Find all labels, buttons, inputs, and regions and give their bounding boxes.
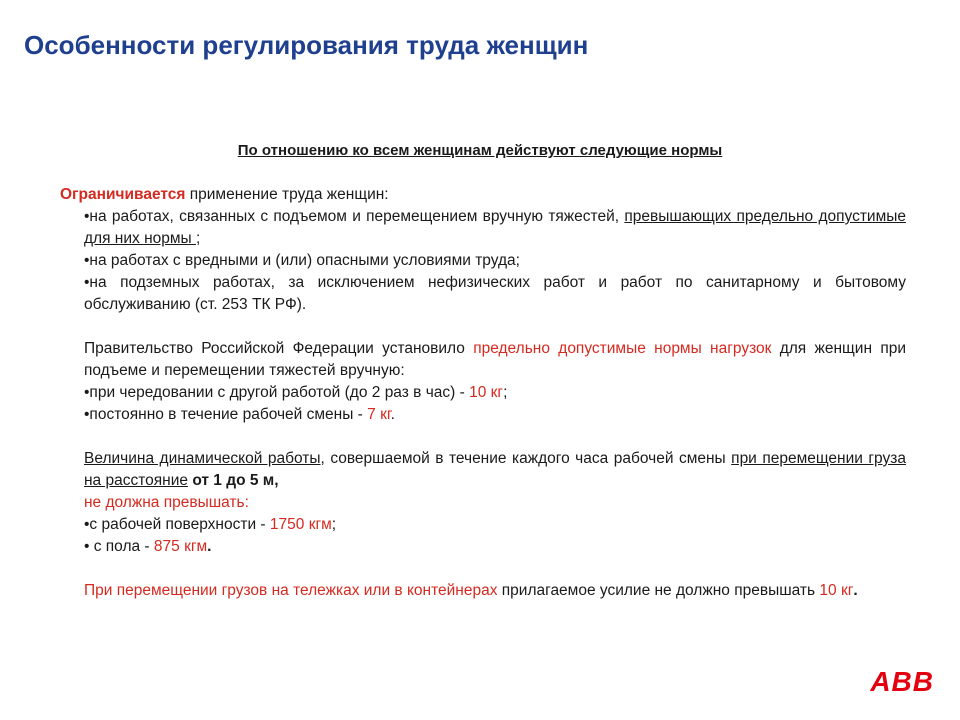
slide-body xyxy=(60,184,906,602)
government-paragraph xyxy=(60,338,906,382)
dynamic-paragraph xyxy=(60,448,906,492)
carts-value: 10 кг xyxy=(819,582,854,599)
government-bullet-2-text: •постоянно в течение рабочей смены - xyxy=(84,406,368,423)
dynamic-comma: , xyxy=(274,472,279,489)
government-red: предельно допустимые нормы нагрузок xyxy=(473,340,772,357)
government-rest: для женщин при подъеме и перемещении тяжестей вручную: xyxy=(84,340,906,379)
dynamic-limit: не должна превышать: xyxy=(84,494,249,511)
restriction-bullet-1-underline: превышающих предельно допустимые для них нормы xyxy=(84,208,906,247)
restriction-bullet-1-end: ; xyxy=(195,230,201,247)
government-bullet-2-end: . xyxy=(390,406,395,423)
dynamic-underline-2: при перемещении груза на расстояние xyxy=(84,450,906,489)
dynamic-bullet-2-end: . xyxy=(207,538,212,555)
government-bullet-1-value: 10 кг xyxy=(469,384,504,401)
carts-end: . xyxy=(853,582,858,599)
slide-title: Особенности регулирования труда женщин xyxy=(24,30,589,60)
slide-subtitle: По отношению ко всем женщинам действуют следующие нормы xyxy=(237,142,723,159)
dynamic-bullet-1-end: ; xyxy=(331,516,337,533)
restriction-bullet-3: •на подземных работах, за исключением нефизических работ и работ по санитарному и бытовому обслуживанию (ст. 253 ТК РФ). xyxy=(84,274,906,313)
dynamic-bullet-1-text: •с рабочей поверхности - xyxy=(84,516,270,533)
dynamic-bullet-1-value: 1750 кгм xyxy=(269,516,332,533)
restriction-lead: Ограничивается xyxy=(60,186,186,203)
government-bullet-2 xyxy=(60,404,906,426)
dynamic-distance: от 1 до 5 м xyxy=(188,472,275,489)
dynamic-bullet-2-text: • с пола - xyxy=(84,538,154,555)
government-bullet-2-value: 7 кг xyxy=(367,406,391,423)
dynamic-bullet-2 xyxy=(60,536,906,558)
government-bullet-1-text: •при чередовании с другой работой (до 2 раз в час) - xyxy=(84,384,470,401)
abb-logo: ABB xyxy=(870,666,934,697)
government-lead: Правительство Российской Федерации установило xyxy=(84,340,474,357)
restriction-rest: применение труда женщин: xyxy=(185,186,389,203)
restriction-bullet-1 xyxy=(60,206,906,250)
dynamic-bullet-1 xyxy=(60,514,906,536)
dynamic-bullet-2-value: 875 кгм xyxy=(153,538,208,555)
carts-red: При перемещении грузов на тележках или в контейнерах xyxy=(84,582,498,599)
carts-rest: прилагаемое усилие не должно превышать xyxy=(497,582,820,599)
restriction-paragraph xyxy=(60,184,906,206)
restriction-bullet-1-text: •на работах, связанных с подъемом и перемещением вручную тяжестей, xyxy=(84,208,625,225)
restriction-bullet-2: •на работах с вредными и (или) опасными условиями труда; xyxy=(84,252,520,269)
carts-paragraph xyxy=(60,580,906,602)
government-bullet-1 xyxy=(60,382,906,404)
dynamic-mid: , совершаемой в течение каждого часа рабочей смены xyxy=(320,450,732,467)
government-bullet-1-end: ; xyxy=(503,384,508,401)
dynamic-underline-1: Величина динамической работы xyxy=(84,450,321,467)
